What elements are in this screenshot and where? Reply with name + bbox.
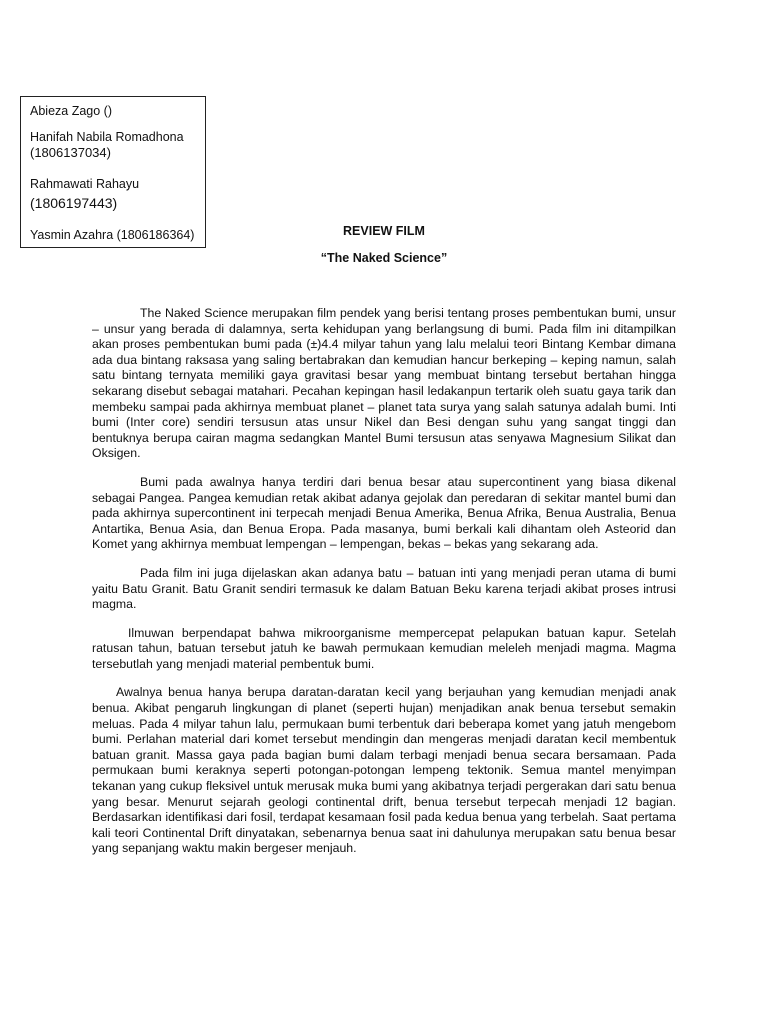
body-paragraph: Awalnya benua hanya berupa daratan-daratan kecil yang berjauhan yang kemudian menjadi anak benua. Akibat pengaruh lingkungan di planet (seperti hujan) menjadikan anak benua tersebut semakin meluas. Pada 4 milyar tahun lalu, permukaan bumi terbentuk dari beberapa komet yang jatuh mengebom bumi. Perlahan material dari komet tersebut mendingin dan mengeras menjadi daratan kecil membentuk batuan granit. Massa gaya pada bagian bumi dalam terbagi menjadi benua secara bersamaan. Pada permukaan bumi keraknya seperti potongan-potongan lempeng tektonik. Semua mantel menyimpan tekanan yang cukup fleksivel untuk merusak muka bumi yang akibatnya terjadi pergerakan dari satu benua yang besar. Menurut sejarah geologi continental drift, benua tersebut terpecah menjadi 12 bagian. Berdasarkan identifikasi dari fosil, terdapat kesamaan fosil pada kedua benua yang terbelah. Saat pertama kali teori Continental Drift dinyatakan, sebenarnya benua saat ini dahulunya merupakan satu benua besar yang sepanjang waktu makin bergeser menjauh. <box>92 685 676 856</box>
author-id: (1806137034) <box>30 145 111 160</box>
document-title: REVIEW FILM <box>343 224 425 238</box>
body-paragraph: Ilmuwan berpendapat bahwa mikroorganisme mempercepat pelapukan batuan kapur. Setelah ratusan tahun, batuan tersebut jatuh ke bawah permukaan kemudian meleleh menjadi magma. Magma tersebutlah yang menjadi material pembentuk bumi. <box>92 625 676 671</box>
author-name: Hanifah Nabila Romadhona <box>30 130 184 144</box>
body-paragraph: Pada film ini juga dijelaskan akan adanya batu – batuan inti yang menjadi peran utama di bumi yaitu Batu Granit. Batu Granit sendiri termasuk ke dalam Batuan Beku karena terjadi akibat proses intrusi magma. <box>92 565 676 612</box>
body-paragraph: Bumi pada awalnya hanya terdiri dari benua besar atau supercontinent yang biasa dikenal sebagai Pangea. Pangea kemudian retak akibat adanya gejolak dan peredaran di sekitar mantel bumi dan pada akhirnya supercontinent ini terpecah menjadi Benua Amerika, Benua Afrika, Benua Australia, Benua Antartika, Benua Asia, dan Benua Eropa. Pada masanya, bumi berkali kali dihantam oleh Asteorid dan Komet yang akhirnya membuat lempengan – lempengan, bekas – bekas yang sekarang ada. <box>92 474 676 552</box>
author-id: (1806197443) <box>30 195 118 211</box>
author-name: Yasmin Azahra (1806186364) <box>30 228 195 242</box>
author-entry <box>30 130 184 160</box>
author-name: Abieza Zago () <box>30 104 112 118</box>
author-name: Rahmawati Rahayu <box>30 177 140 191</box>
document-body <box>92 306 676 870</box>
author-entry <box>30 104 112 119</box>
document-subtitle: “The Naked Science” <box>320 251 448 265</box>
body-paragraph: The Naked Science merupakan film pendek yang berisi tentang proses pembentukan bumi, unsur – unsur yang berada di dalamnya, serta kehidupan yang berlangsung di bumi. Pada film ini ditampilkan akan proses pembentukan bumi pada (±)4.4 milyar tahun yang lalu melalui teori Bintang Kembar dimana ada dua bintang raksasa yang saling bertabrakan dan kemudian hancur berkeping – keping namun, salah satu bintang ternyata memiliki gaya gravitasi besar yang membuat bintang tersebut bertahan hingga sekarang disebut sebagai matahari. Pecahan kepingan hasil ledakanpun tertarik oleh suatu gaya tarik dan membeku sampai pada akhirnya membuat planet – planet tata surya yang salah satunya adalah bumi. Inti bumi (Inter core) sendiri tersusun atas unsur Nikel dan Besi dengan suhu yang sangat tinggi dan bentuknya berupa cairan magma sedangkan Mantel Bumi tersusun atas senyawa Magnesium Silikat dan Oksigen. <box>92 306 676 461</box>
author-entry <box>30 177 139 211</box>
